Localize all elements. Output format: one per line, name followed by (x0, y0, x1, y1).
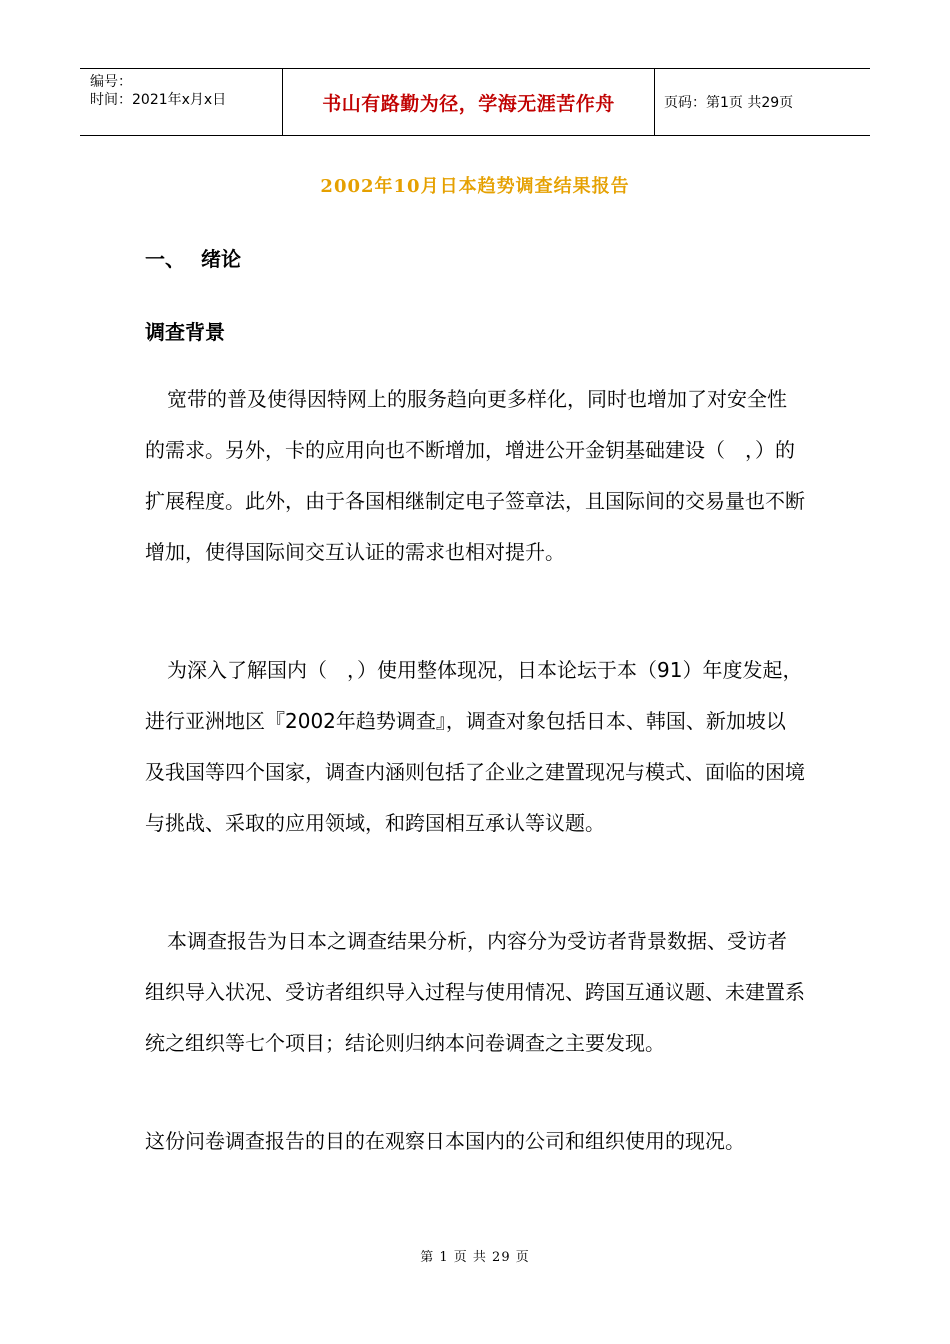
paragraph-3: 本调查报告为日本之调查结果分析，内容分为受访者背景数据、受访者组织导入状况、受访者组织导入过程与使用情况、跨国互通议题、未建置系统之组织等七个项目；结论则归纳本问卷调查之主要发现。 (145, 929, 805, 1055)
header-meta-cell (80, 69, 282, 135)
header-page-cell (655, 69, 870, 135)
header-motto-cell (282, 69, 655, 135)
section-heading (145, 243, 241, 272)
motto-text: 书山有路勤为径，学海无涯苦作舟 (322, 92, 615, 115)
paragraph-1: 宽带的普及使得因特网上的服务趋向更多样化，同时也增加了对安全性的需求。另外，卡的应用向也不断增加，增进公开金钥基础建设（ ，）的扩展程度。此外，由于各国相继制定电子签章法，且国际间的交易量也不断增加，使得国际间交互认证的需求也相对提升。 (145, 387, 805, 564)
document-title: 2002年10月日本趋势调查结果报告 (320, 176, 630, 197)
serial-label: 编号： (90, 74, 132, 90)
subsection-heading: 调查背景 (145, 320, 225, 344)
paragraph-4: 这份问卷调查报告的目的在观察日本国内的公司和组织使用的现况。 (145, 1129, 745, 1153)
section-title: 绪论 (201, 247, 241, 271)
header-table (80, 68, 870, 136)
paragraph-2: 为深入了解国内（ ，）使用整体现况，日本论坛于本（91）年度发起，进行亚洲地区『2002年趋势调查』，调查对象包括日本、韩国、新加坡以及我国等四个国家，调查内涵则包括了企业之建置现况与模式、面临的困境与挑战、采取的应用领域，和跨国相互承认等议题。 (145, 658, 805, 835)
header-page-label: 页码：第1页 共29页 (664, 95, 794, 111)
page-footer: 第 1 页 共 29 页 (420, 1250, 530, 1265)
time-label: 时间：2021年x月x日 (90, 92, 227, 108)
section-number: 一、 (145, 247, 185, 271)
